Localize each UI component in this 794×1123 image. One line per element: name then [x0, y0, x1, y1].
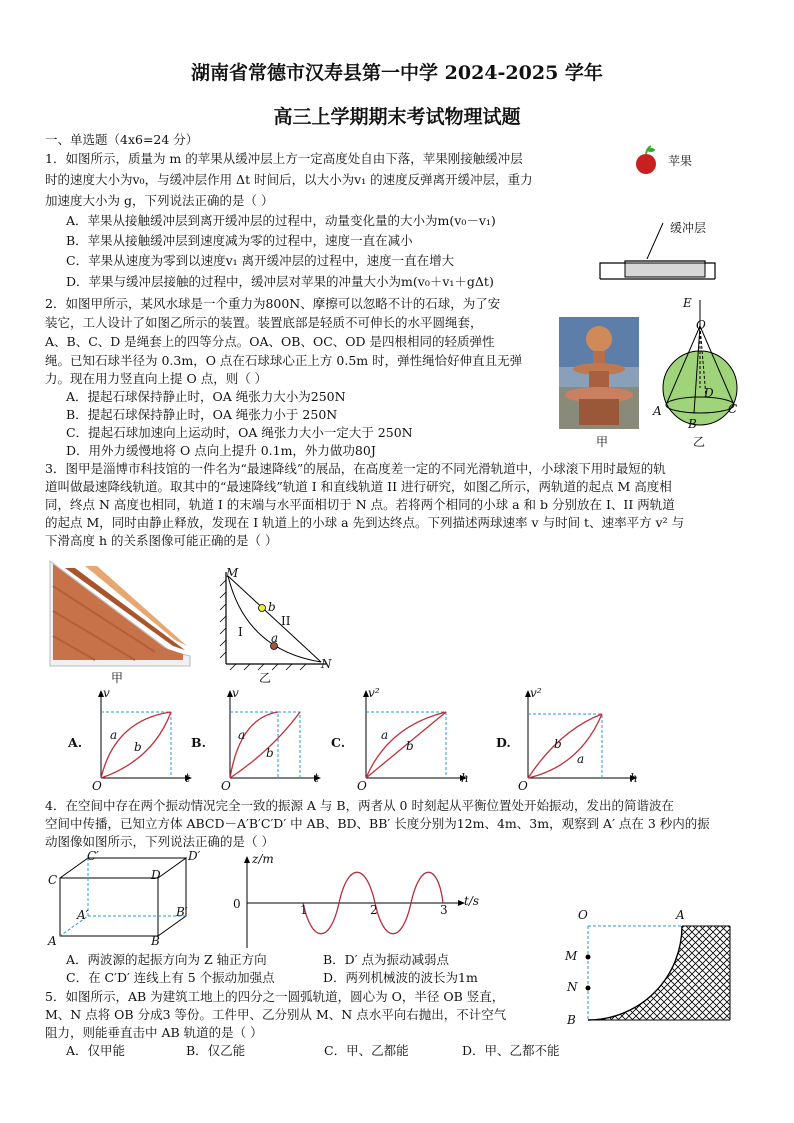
q5-option-c: C．甲、乙都能: [324, 1043, 409, 1058]
exam-title-line1: 湖南省常德市汉寿县第一中学 2024-2025 学年: [191, 62, 603, 84]
q3-graph-d-letter: D.: [496, 735, 511, 750]
q2-option-d: D．用外力缓慢地将 O 点向上提升 0.1m，外力做功80J: [66, 443, 376, 458]
q5-label-M: M: [565, 949, 578, 963]
q5-label-B: B: [567, 1013, 576, 1027]
q2-line-4: 绳。已知石球半径为 0.3m，O 点在石球球心正上方 0.5m 时，弹性绳恰好伸直且无弹: [45, 353, 523, 368]
q2-option-b: B．提起石球保持静止时，OA 绳张力小于 250N: [66, 407, 338, 422]
q5-option-a: A．仅甲能: [66, 1043, 126, 1058]
q3-label-a: a: [271, 631, 279, 645]
apple-icon: [636, 154, 656, 174]
q3-gd-origin: O: [518, 779, 528, 793]
q3-gb-curve-b: b: [266, 746, 274, 760]
q4-option-c: C．在 C′D′ 连线上有 5 个振动加强点: [66, 970, 275, 985]
q3-ga-xlab: t: [185, 771, 190, 785]
q3-gd-curve-b: b: [554, 737, 562, 751]
q4-wave-tick-2: 2: [370, 903, 378, 917]
q3-graph-c-letter: C.: [331, 735, 346, 750]
q3-graph-b-letter: B.: [191, 735, 206, 750]
q5-option-b: B．仅乙能: [186, 1043, 246, 1058]
q3-fig-jia: 甲: [111, 671, 124, 685]
q3-gb-xlab: t: [314, 771, 319, 785]
q1-option-d: D．苹果与缓冲层接触的过程中，缓冲层对苹果的冲量大小为m(v₀＋v₁＋gΔt): [66, 274, 494, 289]
q3-line-2: 道叫做最速降线轨道。取其中的“最速降线”轨道 I 和直线轨道 II 进行研究，如图乙所示，两轨道的起点 M 高度相: [45, 479, 672, 494]
hatched-region: [588, 926, 730, 1020]
q4-label-D: D: [151, 868, 161, 882]
q3-gc-ylab: v²: [368, 686, 380, 700]
q2-line-2: 装它，工人设计了如图乙所示的装置。装置底部是轻质不可伸长的水平圆绳套，: [45, 315, 483, 330]
q3-gc-curve-b: b: [406, 739, 414, 753]
apple-label: 苹果: [668, 154, 693, 168]
q2-label-O: O: [696, 318, 706, 332]
q3-fig-yi: 乙: [259, 671, 272, 685]
q4-line-1: 4．在空间中存在两个振动情况完全一致的振源 A 与 B，两者从 0 时刻起从平衡位置处开始振动，发出的简谐波在: [45, 798, 674, 813]
q5-arc-figure: [580, 918, 750, 1023]
q3-gc-xlab: h: [461, 771, 469, 785]
q5-label-A: A: [676, 908, 685, 922]
q2-label-C: C: [728, 402, 738, 416]
q4-wave-ylab: z/m: [252, 852, 274, 866]
q1-line-2: 时的速度大小为v₀，与缓冲层作用 Δt 时间后，以大小为v₁ 的速度反弹离开缓冲层，重力: [45, 172, 533, 187]
q3-gb-curve-a: a: [238, 728, 246, 742]
q2-line-5: 力。现在用力竖直向上提 O 点，则（ ）: [45, 371, 268, 386]
q4-wave-tick-3: 3: [440, 903, 448, 917]
q1-line-3: 加速度大小为 g，下列说法正确的是（ ）: [45, 193, 274, 208]
buffer-layer: [625, 263, 705, 277]
buffer-label: 缓冲层: [670, 221, 707, 235]
q3-line-3: 同，终点 N 高度也相同，轨道 I 的末端与水平面相切于 N 点。若将两个相同的小球 a 和 b 分别放在 I、II 两轨道: [45, 497, 675, 512]
q5-label-N: N: [567, 980, 578, 994]
q2-photo-fountain: [559, 317, 639, 429]
q3-gd-ylab: v²: [530, 686, 542, 700]
q2-label-E: E: [683, 296, 692, 310]
q5-line-3: 阻力，则能垂直击中 AB 轨道的是（ ）: [45, 1025, 263, 1040]
q3-tracks-diagram: [216, 570, 336, 670]
q2-option-c: C．提起石球加速向上运动时，OA 绳张力大小一定大于 250N: [66, 425, 413, 440]
q5-line-2: M、N 点将 OB 分成3 等份。工件甲、乙分别从 M、N 点水平向右抛出，不计空气: [45, 1007, 507, 1022]
q2-fig-yi: 乙: [693, 435, 706, 449]
q4-wave-xlab: t/s: [464, 894, 480, 908]
q3-graph-a-letter: A.: [68, 735, 83, 750]
q2-line-1: 2．如图甲所示，某风水球是一个重力为800N、摩擦可以忽略不计的石球，为了安: [45, 296, 501, 311]
q3-ga-curve-a: a: [110, 728, 118, 742]
q4-label-C: C: [48, 873, 58, 887]
q4-wave-tick-1: 1: [300, 903, 308, 917]
q3-gd-curve-a: a: [577, 752, 585, 766]
q3-graph-a: [93, 690, 193, 785]
q3-line-4: 的起点 M，同时由静止释放，发现在 I 轨道上的小球 a 先到达终点。下列描述两球速率 v 与时间 t、速率平方 v² 与: [45, 515, 685, 530]
q3-ga-origin: O: [92, 779, 102, 793]
q2-line-3: A、B、C、D 是绳套上的四等分点。OA、OB、OC、OD 是四根相同的轻质弹性: [45, 334, 495, 349]
ball-b: [259, 605, 266, 612]
q1-buffer-figure: [595, 215, 735, 285]
exam-title-line2: 高三上学期期末考试物理试题: [273, 106, 521, 128]
q3-gd-xlab: h: [630, 771, 638, 785]
q3-line-5: 下滑高度 h 的关系图像可能正确的是（ ）: [45, 533, 278, 548]
q4-label-B-prime: B′: [176, 905, 188, 919]
q3-graph-c: [358, 690, 468, 785]
q4-label-C-prime: C′: [87, 849, 99, 863]
q2-fig-jia: 甲: [596, 435, 609, 449]
q4-cube-figure: [58, 856, 208, 948]
q4-label-B: B: [151, 934, 160, 948]
q4-label-D-prime: D′: [188, 849, 201, 863]
q3-gc-curve-a: a: [381, 728, 389, 742]
q5-option-d: D．甲、乙都不能: [462, 1043, 560, 1058]
q4-line-2: 空间中传播，已知立方体 ABCD－A′B′C′D′ 中 AB、BD、BB′ 长度分别为12m、4m、3m，观察到 A′ 点在 3 秒内的振: [45, 816, 710, 831]
q4-label-A: A: [48, 934, 57, 948]
q3-graph-b: [222, 690, 322, 785]
q2-label-A: A: [653, 404, 662, 418]
q5-label-O: O: [578, 908, 588, 922]
q4-option-d: D．两列机械波的波长为1m: [323, 970, 478, 985]
q1-option-a: A．苹果从接触缓冲层到离开缓冲层的过程中，动量变化量的大小为m(v₀－v₁): [66, 213, 496, 228]
q3-label-b: b: [268, 600, 276, 614]
q3-line-1: 3．图甲是淄博市科技馆的一件名为“最速降线”的展品，在高度差一定的不同光滑轨道中，小球滚下用时最短的轨: [45, 461, 666, 476]
q4-option-a: A．两波源的起振方向为 Z 轴正方向: [66, 952, 267, 967]
q4-wave-tick-0: 0: [233, 897, 241, 911]
q3-gb-origin: O: [221, 779, 231, 793]
q3-ga-ylab: v: [103, 686, 110, 700]
q4-wave-graph: [237, 856, 467, 951]
q1-option-b: B．苹果从接触缓冲层到速度减为零的过程中，速度一直在减小: [66, 233, 413, 248]
q1-option-c: C．苹果从速度为零到以速度v₁ 离开缓冲层的过程中，速度一直在增大: [66, 253, 455, 268]
q3-graph-d: [520, 690, 640, 785]
q2-option-a: A．提起石球保持静止时，OA 绳张力大小为250N: [66, 389, 346, 404]
q3-gb-ylab: v: [232, 686, 239, 700]
q4-option-b: B．D′ 点为振动减弱点: [323, 952, 450, 967]
q1-line-1: 1．如图所示，质量为 m 的苹果从缓冲层上方一定高度处自由下落，苹果刚接触缓冲层: [45, 151, 523, 166]
q3-label-II: II: [281, 614, 291, 628]
q4-line-3: 动图像如图所示，下列说法正确的是（ ）: [45, 834, 274, 849]
q4-label-A-prime: A′: [77, 908, 89, 922]
q3-gc-origin: O: [357, 779, 367, 793]
q5-line-1: 5．如图所示，AB 为建筑工地上的四分之一圆弧轨道，圆心为 O，半径 OB 竖直，: [45, 989, 505, 1004]
q3-ga-curve-b: b: [134, 740, 142, 754]
q3-label-I: I: [238, 625, 243, 639]
q3-track-photo: [45, 556, 195, 666]
q2-label-B: B: [688, 417, 697, 431]
q3-label-N: N: [321, 657, 332, 671]
section-heading: 一、单选题（4x6=24 分）: [45, 132, 199, 147]
q3-label-M: M: [226, 566, 239, 580]
q2-label-D: D: [704, 386, 714, 400]
